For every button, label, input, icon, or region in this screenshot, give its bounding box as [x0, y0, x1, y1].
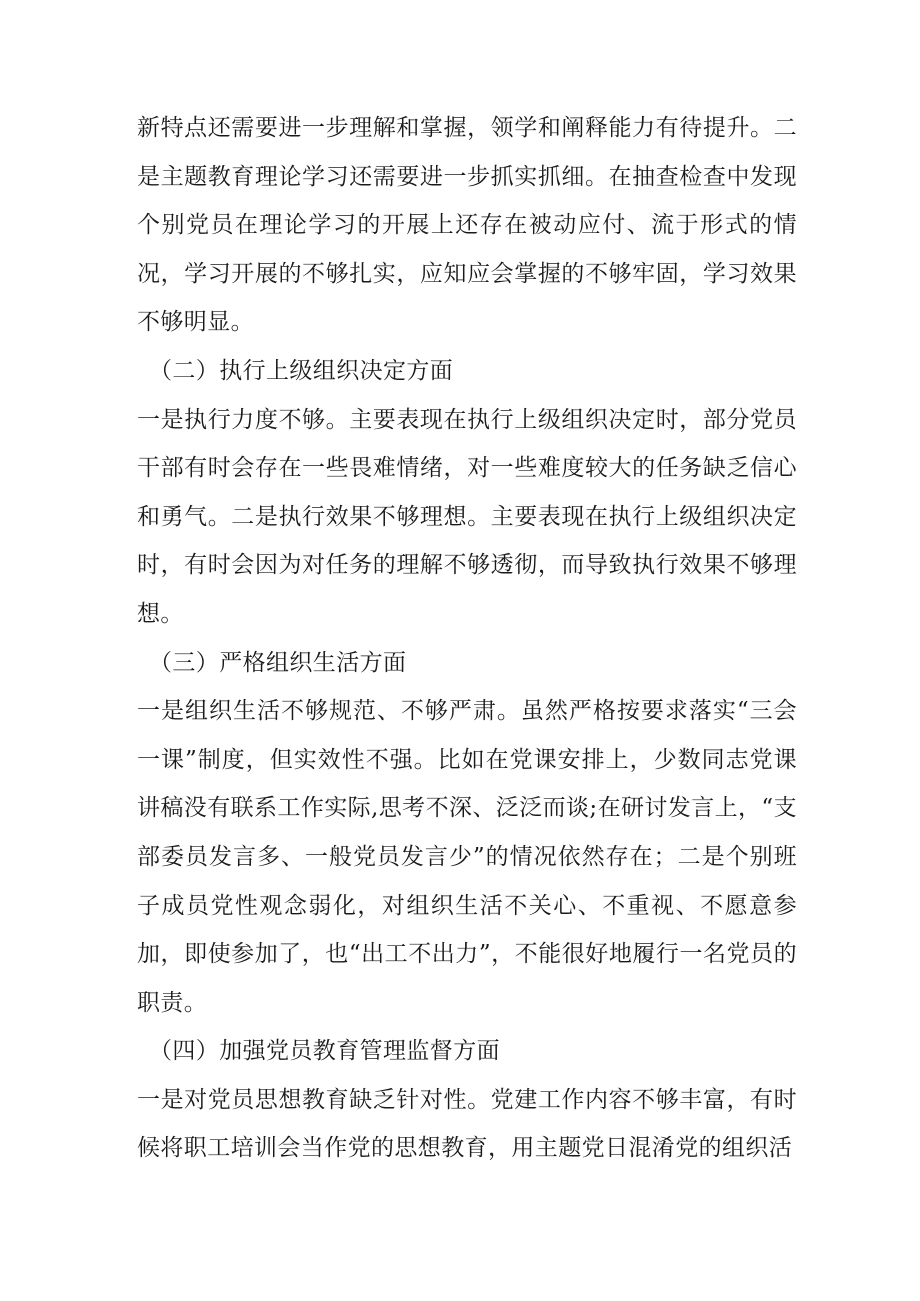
paragraph-member-education: 一是对党员思想教育缺乏针对性。党建工作内容不够丰富，有时候将职工培训会当作党的思想教育，用主题党日混淆党的组织活 [137, 1086, 797, 1162]
section-heading-member-education: （四）加强党员教育管理监督方面 [149, 1038, 500, 1065]
paragraph-organization-life: 一是组织生活不够规范、不够严肃。虽然严格按要求落实“三会一课”制度，但实效性不强。比如在党课安排上，少数同志党课讲稿没有联系工作实际,思考不深、泛泛而谈;在研讨发言上，“支部委员发言多、一般党员发言少”的情况依然存在；二是个别班子成员党性观念弱化，对组织生活不关心、不重视、不愿意参加，即使参加了，也“出工不出力”，不能很好地履行一名党员的职责。 [137, 698, 797, 1016]
section-heading-organization-life: （三）严格组织生活方面 [149, 649, 407, 676]
paragraph-execute-decisions: 一是执行力度不够。主要表现在执行上级组织决定时，部分党员干部有时会存在一些畏难情绪，对一些难度较大的任务缺乏信心和勇气。二是执行效果不够理想。主要表现在执行上级组织决定时，有时会因为对任务的理解不够透彻，而导致执行效果不够理想。 [137, 406, 797, 627]
section-heading-execute-decisions: （二）执行上级组织决定方面 [149, 357, 454, 384]
paragraph-theory-study: 新特点还需要进一步理解和掌握，领学和阐释能力有待提升。二是主题教育理论学习还需要进一步抓实抓细。在抽查检查中发现个别党员在理论学习的开展上还存在被动应付、流于形式的情况，学习开展的不够扎实，应知应会掌握的不够牢固，学习效果不够明显。 [137, 115, 797, 336]
document-body [137, 104, 797, 1173]
